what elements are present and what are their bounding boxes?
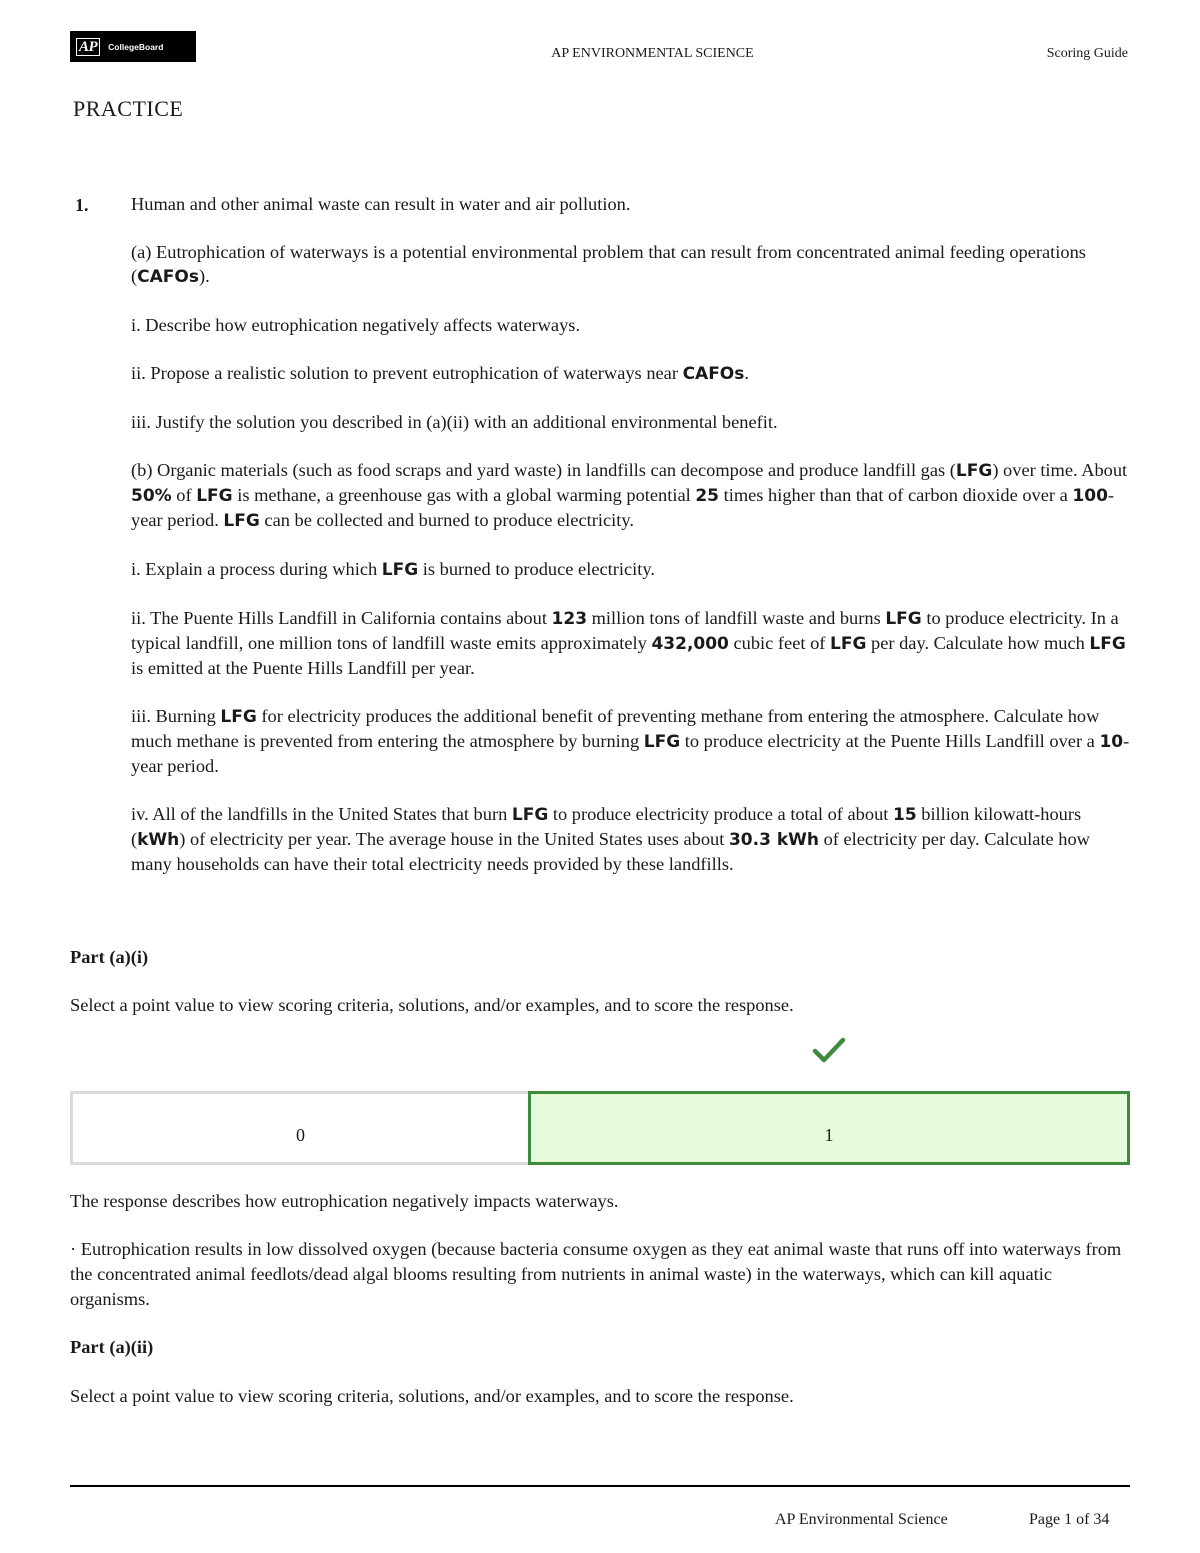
question-part-a-iii: iii. Justify the solution you described in (a)(ii) with an additional environmental benefit.: [131, 412, 778, 432]
header-scoring-guide: Scoring Guide: [1046, 46, 1128, 61]
footer-divider: [70, 1485, 1130, 1487]
practice-heading: PRACTICE: [73, 96, 184, 121]
scoring-criteria: The response describes how eutrophication negatively impacts waterways.: [70, 1191, 619, 1211]
part-a-ii-heading: Part (a)(ii): [70, 1337, 154, 1357]
score-selector: [70, 1091, 1130, 1165]
question-intro: Human and other animal waste can result in water and air pollution.: [131, 194, 631, 214]
question-part-a-ii: ii. Propose a realistic solution to prevent eutrophication of waterways near CAFOs.: [131, 363, 749, 384]
logo-ap-mark: AP: [76, 38, 100, 56]
question-part-b-iv: iv. All of the landfills in the United States that burn LFG to produce electricity produce a total of about 15 billion kilowatt-hours (kWh) of electricity per year. The average house in the United States uses about 30.3 kWh of electricity per day. Calculate how many households can have their total electricity needs provided by these landfills.: [131, 804, 1090, 874]
score-option-1-selected[interactable]: 1: [528, 1091, 1130, 1165]
header-title: AP ENVIRONMENTAL SCIENCE: [551, 46, 754, 61]
footer-subject: AP Environmental Science: [775, 1511, 948, 1528]
score-option-0[interactable]: 0: [70, 1091, 528, 1165]
part-a-i-instruction: Select a point value to view scoring criteria, solutions, and/or examples, and to score the response.: [70, 995, 794, 1015]
footer-page-number: Page 1 of 34: [1029, 1511, 1110, 1528]
question-number: 1.: [75, 195, 89, 215]
scoring-criteria-bullet: · Eutrophication results in low dissolved oxygen (because bacteria consume oxygen as they eat animal waste that runs off into waterways from the concentrated animal feedlots/dead algal blooms resulting from nutrients in animal waste) in the waterways, which can kill aquatic organisms.: [70, 1239, 1122, 1309]
question-part-a: (a) Eutrophication of waterways is a potential environmental problem that can result from concentrated animal feeding operations (CAFOs).: [131, 242, 1086, 287]
part-a-i-heading: Part (a)(i): [70, 947, 149, 967]
check-icon: [812, 1036, 846, 1066]
question-part-b-iii: iii. Burning LFG for electricity produces the additional benefit of preventing methane from entering the atmosphere. Calculate how much methane is prevented from entering the atmosphere by burning LFG to produce electricity at the Puente Hills Landfill over a 10-year period.: [131, 706, 1130, 776]
question-part-a-i: i. Describe how eutrophication negatively affects waterways.: [131, 315, 581, 335]
question-part-b: (b) Organic materials (such as food scraps and yard waste) in landfills can decompose and produce landfill gas (LFG) over time. About 50% of LFG is methane, a greenhouse gas with a global warming potential 25 times higher than that of carbon dioxide over a 100-year period. LFG can be collected and burned to produce electricity.: [131, 460, 1128, 531]
question-body: [131, 192, 1131, 900]
logo-collegeboard-text: CollegeBoard: [108, 41, 164, 52]
question-part-b-ii: ii. The Puente Hills Landfill in California contains about 123 million tons of landfill waste and burns LFG to produce electricity. In a typical landfill, one million tons of landfill waste emits approximately 432,000 cubic feet of LFG per day. Calculate how much LFG is emitted at the Puente Hills Landfill per year.: [131, 608, 1126, 678]
part-a-ii-instruction: Select a point value to view scoring criteria, solutions, and/or examples, and to score the response.: [70, 1386, 794, 1406]
question-part-b-i: i. Explain a process during which LFG is burned to produce electricity.: [131, 559, 655, 580]
